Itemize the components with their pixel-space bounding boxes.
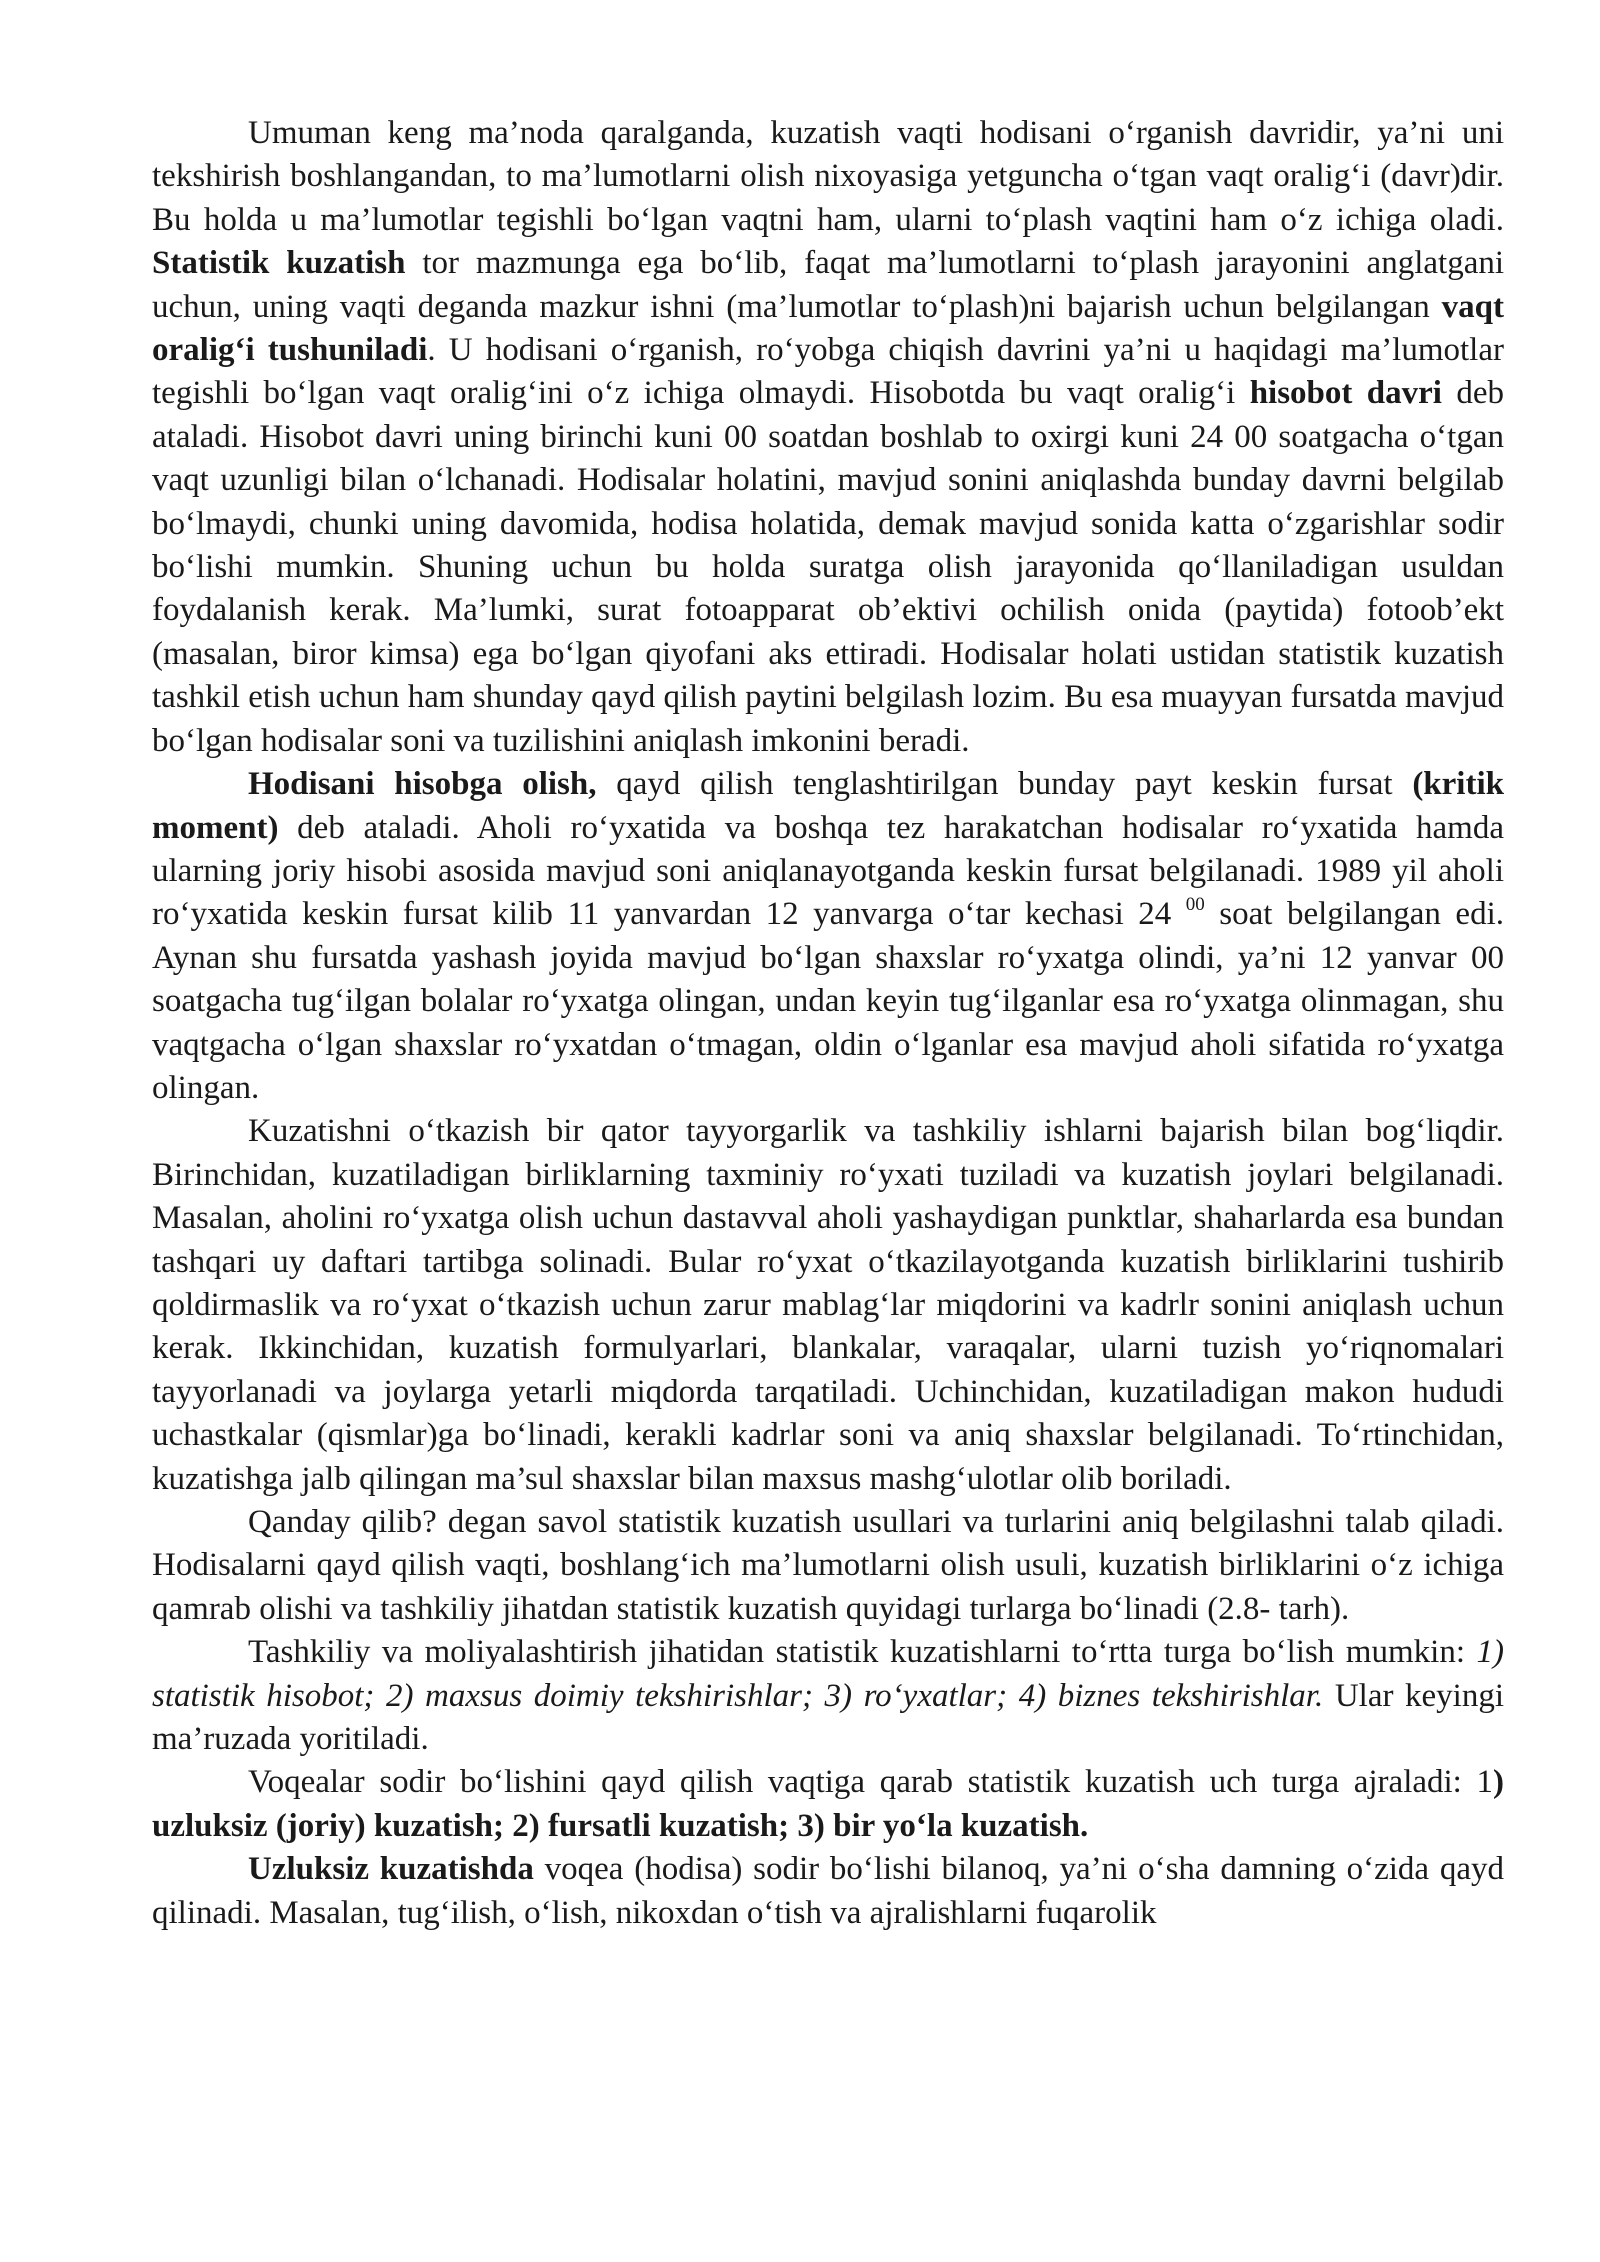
paragraph-observation-period: Umuman keng ma’noda qaralganda, kuzatish vaqti hodisani o‘rganish davridir, ya’ni uni tekshirish boshlangandan, to ma’lumotlarni olish nixoyasiga yetguncha o‘tgan vaqt oralig‘i (davr)dir. Bu holda u ma’lumotlar tegishli bo‘lgan vaqtni ham, ularni to‘plash vaqtini ham o‘z ichiga oladi. Statistik kuzatish tor mazmunga ega bo‘lib, faqat ma’lumotlarni to‘plash jarayonini anglatgani uchun, uning vaqti deganda mazkur ishni (ma’lumotlar to‘plash)ni bajarish uchun belgilangan vaqt oralig‘i tushuniladi. U hodisani o‘rganish, ro‘yobga chiqish davrini ya’ni u haqidagi ma’lumotlar tegishli bo‘lgan vaqt oralig‘ini o‘z ichiga olmaydi. Hisobotda bu vaqt oralig‘i hisobot davri deb ataladi. Hisobot davri uning birinchi kuni 00 soatdan boshlab to oxirgi kuni 24 00 soatgacha o‘tgan vaqt uzunligi bilan o‘lchanadi. Hodisalar holatini, mavjud sonini aniqlashda bunday davrni belgilab bo‘lmaydi, chunki uning davomida, hodisa holatida, demak mavjud sonida katta o‘zgarishlar sodir bo‘lishi mumkin. Shuning uchun bu holda suratga olish jarayonida qo‘llaniladigan usuldan foydalanish kerak. Ma’lumki, surat fotoapparat ob’ektivi ochilish onida (paytida) fotoob’ekt (masalan, biror kimsa) ega bo‘lgan qiyofani aks ettiradi. Hodisalar holati ustidan statistik kuzatish tashkil etish uchun ham shunday qayd qilish paytini belgilash lozim. Bu esa muayyan fursatda mavjud bo‘lgan hodisalar soni va tuzilishini aniqlash imkonini beradi. xyxy=(152,115,1505,759)
term-time-interval: vaqt oralig‘i tushuniladi xyxy=(152,288,1504,369)
paragraph-preparation: Kuzatishni o‘tkazish bir qator tayyorgarlik va tashkiliy ishlarni bajarish bilan bog‘liqdir. Birinchidan, kuzatiladigan birliklarning taxminiy ro‘yxati tuziladi va kuzatish joylari belgilanadi. Masalan, aholini ro‘yxatga olish uchun dastavval aholi yashaydigan punktlar, shaharlarda esa bundan tashqari uy daftari tartibga solinadi. Bular ro‘yxat o‘tkazilayotganda kuzatish birliklarini tushirib qoldirmaslik va ro‘yxat o‘tkazish uchun zarur mablag‘lar miqdorini va kadrlr sonini aniqlash uchun kerak. Ikkinchidan, kuzatish formulyarlari, blankalar, varaqalar, ularni tuzish yo‘riqnomalari tayyorlanadi va joylarga yetarli miqdorda tarqatiladi. Uchinchidan, kuzatiladigan makon hududi uchastkalar (qismlar)ga bo‘linadi, kerakli kadrlar soni va aniq shaxslar belgilanadi. To‘rtinchidan, kuzatishga jalb qilingan ma’sul shaxslar bilan maxsus mashg‘ulotlar olib boriladi. xyxy=(152,1113,1504,1497)
superscript-hours: 00 xyxy=(1185,894,1205,916)
term-critical-moment: (kritik moment) xyxy=(152,766,1504,846)
term-continuous-observation: Uzluksiz kuzatishda xyxy=(248,1851,534,1888)
paragraph-how-question: Qanday qilib? degan savol statistik kuzatish usullari va turlarini aniq belgilashni talab qiladi. Hodisalarni qayd qilish vaqti, boshlang‘ich ma’lumotlarni olish usuli, kuzatish birliklarini o‘z ichiga qamrab olishi va tashkiliy jihatdan statistik kuzatish quyidagi turlarga bo‘linadi (2.8- tarh). xyxy=(152,1504,1504,1627)
paragraph-time-types: Voqealar sodir bo‘lishini qayd qilish vaqtiga qarab statistik kuzatish uch turga ajraladi: 1) uzluksiz (joriy) kuzatish; 2) fursatli kuzatish; 3) bir yo‘la kuzatish. xyxy=(152,1764,1504,1844)
document-page xyxy=(152,112,1504,1935)
term-statistical-observation: Statistik kuzatish xyxy=(152,245,406,282)
list-observation-types: 1) statistik hisobot; 2) maxsus doimiy tekshirishlar; 3) ro‘yxatlar; 4) biznes tekshirishlar. xyxy=(152,1634,1504,1714)
term-accounting: Hodisani hisobga olish, xyxy=(248,766,597,803)
term-reporting-period: hisobot davri xyxy=(1249,375,1442,412)
list-time-types: ) uzluksiz (joriy) kuzatish; 2) fursatli kuzatish; 3) bir yo‘la kuzatish. xyxy=(152,1764,1504,1844)
paragraph-critical-moment: Hodisani hisobga olish, qayd qilish tenglashtirilgan bunday payt keskin fursat (kritik moment) deb ataladi. Aholi ro‘yxatida va boshqa tez harakatchan hodisalar ro‘yxatida hamda ularning joriy hisobi asosida mavjud soni aniqlanayotganda keskin fursat belgilanadi. 1989 yil aholi ro‘yxatida keskin fursat kilib 11 yanvardan 12 yanvarga o‘tar kechasi 24 $^{00}$ soat belgilangan edi. Aynan shu fursatda yashash joyida mavjud bo‘lgan shaxslar ro‘yxatga olindi, ya’ni 12 yanvar 00 soatgacha tug‘ilgan bolalar ro‘yxatga olingan, undan keyin tug‘ilganlar esa ro‘yxatga olinmagan, shu vaqtgacha o‘lgan shaxslar ro‘yxatdan o‘tmagan, oldin o‘lganlar esa mavjud aholi sifatida ro‘yxatga olingan. xyxy=(152,766,1504,1106)
paragraph-organizational-types: Tashkiliy va moliyalashtirish jihatidan statistik kuzatishlarni to‘rtta turga bo‘lish mumkin: 1) statistik hisobot; 2) maxsus doimiy tekshirishlar; 3) ro‘yxatlar; 4) biznes tekshirishlar. Ular keyingi ma’ruzada yoritiladi. xyxy=(152,1634,1504,1758)
paragraph-continuous-observation: Uzluksiz kuzatishda voqea (hodisa) sodir bo‘lishi bilanoq, ya’ni o‘sha damning o‘zida qayd qilinadi. Masalan, tug‘ilish, o‘lish, nikoxdan o‘tish va ajralishlarni fuqarolik xyxy=(152,1851,1504,1931)
